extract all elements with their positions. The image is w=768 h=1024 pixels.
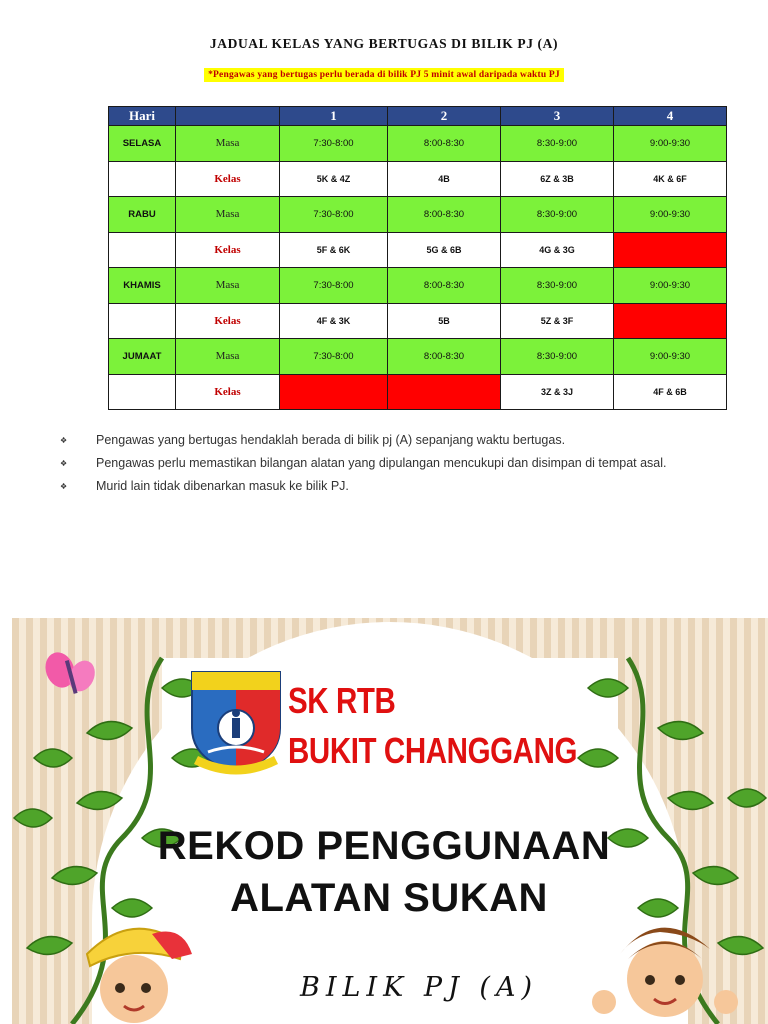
- child-right-icon: [590, 904, 740, 1024]
- class-cell: 3Z & 3J: [501, 374, 614, 410]
- empty-cell: [109, 374, 176, 410]
- class-cell: 4G & 3G: [501, 232, 614, 268]
- kelas-label: Kelas: [176, 303, 280, 339]
- time-cell: 9:00-9:30: [614, 126, 727, 162]
- butterfly-icon: [42, 646, 102, 706]
- time-cell: 8:00-8:30: [388, 339, 501, 375]
- empty-cell: [109, 161, 176, 197]
- table-row: [109, 232, 727, 268]
- schedule-table: [108, 106, 727, 410]
- cover-title-line2: ALATAN SUKAN: [230, 876, 548, 920]
- blocked-cell: [280, 374, 388, 410]
- table-row: [109, 268, 727, 304]
- day-cell: KHAMIS: [109, 268, 176, 304]
- header-blank: [176, 107, 280, 126]
- class-cell: 5G & 6B: [388, 232, 501, 268]
- blocked-cell: [614, 232, 727, 268]
- table-row: [109, 303, 727, 339]
- list-item: [60, 478, 720, 495]
- time-cell: 7:30-8:00: [280, 339, 388, 375]
- list-item: [60, 432, 720, 449]
- header-hari: Hari: [109, 107, 176, 126]
- rule-text: Murid lain tidak dibenarkan masuk ke bilik PJ.: [96, 479, 349, 493]
- diamond-bullet-icon: ❖: [60, 436, 68, 445]
- kelas-label: Kelas: [176, 374, 280, 410]
- table-row: [109, 339, 727, 375]
- masa-label: Masa: [176, 268, 280, 304]
- masa-label: Masa: [176, 197, 280, 233]
- time-cell: 7:30-8:00: [280, 126, 388, 162]
- header-col-3: 3: [501, 107, 614, 126]
- rule-text: Pengawas perlu memastikan bilangan alatan yang dipulangan mencukupi dan disimpan di tempat asal.: [96, 456, 667, 470]
- time-cell: 8:00-8:30: [388, 268, 501, 304]
- duty-note: *Pengawas yang bertugas perlu berada di bilik PJ 5 minit awal daripada waktu PJ: [204, 68, 564, 82]
- rules-list: [60, 432, 720, 501]
- kelas-label: Kelas: [176, 161, 280, 197]
- table-row: [109, 161, 727, 197]
- blocked-cell: [614, 303, 727, 339]
- class-cell: 5Z & 3F: [501, 303, 614, 339]
- school-name-line1: SK RTB: [288, 680, 396, 721]
- class-cell: 4F & 6B: [614, 374, 727, 410]
- school-name-line2: BUKIT CHANGGANG: [288, 730, 578, 771]
- header-col-2: 2: [388, 107, 501, 126]
- header-col-1: 1: [280, 107, 388, 126]
- class-cell: 5B: [388, 303, 501, 339]
- class-cell: 6Z & 3B: [501, 161, 614, 197]
- school-emblem-icon: [188, 668, 284, 776]
- kelas-label: Kelas: [176, 232, 280, 268]
- time-cell: 7:30-8:00: [280, 268, 388, 304]
- table-row: [109, 197, 727, 233]
- class-cell: 5F & 6K: [280, 232, 388, 268]
- class-cell: 4B: [388, 161, 501, 197]
- note-wrap: [0, 64, 768, 82]
- time-cell: 9:00-9:30: [614, 268, 727, 304]
- empty-cell: [109, 303, 176, 339]
- room-label: BILIK PJ (A): [300, 972, 538, 1003]
- child-left-icon: [72, 914, 202, 1024]
- rule-text: Pengawas yang bertugas hendaklah berada di bilik pj (A) sepanjang waktu bertugas.: [96, 433, 566, 447]
- time-cell: 9:00-9:30: [614, 197, 727, 233]
- header-col-4: 4: [614, 107, 727, 126]
- masa-label: Masa: [176, 339, 280, 375]
- time-cell: 9:00-9:30: [614, 339, 727, 375]
- time-cell: 7:30-8:00: [280, 197, 388, 233]
- table-header-row: [109, 107, 727, 126]
- class-cell: 4F & 3K: [280, 303, 388, 339]
- page-title: JADUAL KELAS YANG BERTUGAS DI BILIK PJ (A): [209, 36, 559, 51]
- class-cell: 5K & 4Z: [280, 161, 388, 197]
- cover-panel: [12, 618, 768, 1024]
- table-row: [109, 374, 727, 410]
- diamond-bullet-icon: ❖: [60, 459, 68, 468]
- class-cell: 4K & 6F: [614, 161, 727, 197]
- table-row: [109, 126, 727, 162]
- time-cell: 8:00-8:30: [388, 197, 501, 233]
- time-cell: 8:30-9:00: [501, 339, 614, 375]
- day-cell: JUMAAT: [109, 339, 176, 375]
- time-cell: 8:30-9:00: [501, 126, 614, 162]
- day-cell: RABU: [109, 197, 176, 233]
- time-cell: 8:00-8:30: [388, 126, 501, 162]
- diamond-bullet-icon: ❖: [60, 482, 68, 491]
- masa-label: Masa: [176, 126, 280, 162]
- blocked-cell: [388, 374, 501, 410]
- cover-title-line1: REKOD PENGGUNAAN: [157, 824, 611, 868]
- time-cell: 8:30-9:00: [501, 197, 614, 233]
- empty-cell: [109, 232, 176, 268]
- day-cell: SELASA: [109, 126, 176, 162]
- time-cell: 8:30-9:00: [501, 268, 614, 304]
- list-item: [60, 455, 720, 472]
